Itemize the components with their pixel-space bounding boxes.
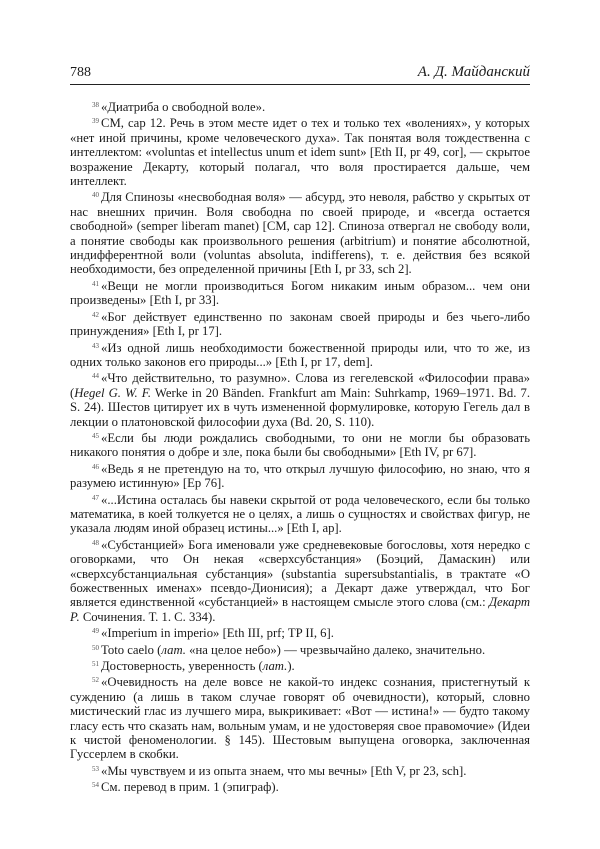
footnote-number: 46 xyxy=(92,462,99,471)
footnote xyxy=(70,778,530,794)
footnote-text: ). xyxy=(287,659,295,674)
footnote xyxy=(70,491,530,536)
footnote-text: Для Спинозы «несвободная воля» — абсурд, это неволя, рабство у скрытых от нас внешних причин. Воля свободна по своей природе, и «всегда остается свободной» (semper liberam manet) [CM, cap 12]. Спиноза отвергал не свободу воли, а понятие свободы как произвольного решения (arbitrium) и понятие абсолютной, индифферентной воли (voluntas absoluta, indifferens), т. е. действия без всякой необходимости, без определенной причины [Eth I, pr 33, sch 2]. xyxy=(70,190,530,277)
footnote xyxy=(70,536,530,624)
footnote-number: 47 xyxy=(92,493,99,502)
footnote xyxy=(70,98,530,114)
footnote-text: «...Истина осталась бы навеки скрытой от рода человеческого, если бы только математика, в коей толкуется не о целях, а лишь о сущностях и свойствах фигур, не указала людям иной образец истины...» [Eth I, ap]. xyxy=(70,492,530,536)
footnote xyxy=(70,641,530,657)
footnote-italic-text: Hegel G. W. F. xyxy=(74,385,152,400)
footnote xyxy=(70,308,530,339)
footnote-number: 51 xyxy=(92,660,99,669)
footnote-italic-text: Декарт Р. xyxy=(70,595,530,624)
footnote-number: 49 xyxy=(92,627,99,636)
footnote-number: 54 xyxy=(92,781,99,790)
footnote-text: «Бог действует единственно по законам своей природы и без чьего-либо принуждения» [Eth I, pr 17]. xyxy=(70,309,530,339)
footnote-number: 43 xyxy=(92,341,99,350)
footnote xyxy=(70,277,530,308)
footnote xyxy=(70,460,530,491)
footnote-text: «Ведь я не претендую на то, что открыл лучшую философию, но знаю, что я разумею истинную» [Ep 76]. xyxy=(70,461,530,491)
footnote-text: «Что действительно, то разумно». Слова из гегелевской «Философии права» ( xyxy=(70,371,530,400)
footnote-number: 44 xyxy=(92,372,99,381)
footnote xyxy=(70,673,530,761)
footnote-number: 45 xyxy=(92,431,99,440)
footnotes-list xyxy=(70,98,530,795)
footnote-italic-text: лат. xyxy=(262,659,288,674)
footnote-italic-text: лат. xyxy=(161,642,186,657)
footnote xyxy=(70,369,530,429)
footnote-number: 39 xyxy=(92,117,99,126)
footnote-number: 48 xyxy=(92,538,99,547)
page-number: 788 xyxy=(70,65,91,80)
footnote-text: «Мы чувствуем и из опыта знаем, что мы вечны» [Eth V, pr 23, sch]. xyxy=(101,763,467,778)
footnote-text: «Imperium in imperio» [Eth III, prf; TP II, 6]. xyxy=(101,626,334,641)
running-header xyxy=(70,64,530,85)
footnote-number: 53 xyxy=(92,764,99,773)
footnote xyxy=(70,429,530,460)
footnote-text: «Диатриба о свободной воле». xyxy=(101,100,266,114)
footnote-text: «Очевидность на деле вовсе не какой-то индекс сознания, пристегнутый к суждению (а лишь в таком случае говорят об очевидности), который, словно мистический глас из лучшего мира, выкрикивает: «Вот — истина!» — будто такому гласу есть что сказать нам, вольным умам, и не удостоверяя свое правомочие» (Идеи к чистой феноменологии. § 145). Шестовым выпущена оговорка, заключенная Гуссерлем в скобки. xyxy=(70,675,530,762)
footnote-text: Werke in 20 Bänden. Frankfurt am Main: Suhrkamp, 1969–1971. Bd. 7. S. 24). Шестов цитирует их в чуть измененной формулировке, которую Гегель дал в лекции о платоновской философии духа (Bd. 20, S. 110). xyxy=(70,385,530,429)
running-head-author: А. Д. Майданский xyxy=(417,64,530,80)
footnote-text: Достоверность, уверенность ( xyxy=(101,659,263,674)
footnote xyxy=(70,762,530,778)
footnote-number: 41 xyxy=(92,279,99,288)
footnote xyxy=(70,114,530,188)
footnote-number: 40 xyxy=(92,191,99,200)
footnote-text: «на целое небо») — чрезвычайно далеко, значительно. xyxy=(185,642,486,657)
footnote xyxy=(70,339,530,370)
footnote-text: См. перевод в прим. 1 (эпиграф). xyxy=(101,780,279,795)
footnote xyxy=(70,188,530,276)
footnote-text: Toto caelo ( xyxy=(101,642,162,657)
footnote xyxy=(70,657,530,673)
footnote-text: «Из одной лишь необходимости божественной природы или, что то же, из одних только законов его природы...» [Eth I, pr 17, dem]. xyxy=(70,340,530,369)
footnote-number: 42 xyxy=(92,310,99,319)
footnote-number: 52 xyxy=(92,676,99,685)
footnote xyxy=(70,624,530,640)
footnote-text: CM, cap 12. Речь в этом месте идет о тех и только тех «волениях», у которых «нет иной причины, кроме человеческого духа». Так понятая воля тождественна с интеллектом: «voluntas et intellectus unum et idem sunt» [Eth II, pr 49, cor], — скрытое возражение Декарту, который полагал, что воля простирается дальше, чем интеллект. xyxy=(70,116,530,189)
footnote-text: «Вещи не могли производиться Богом никаким иным образом... чем они произведены» [Eth I, pr 33]. xyxy=(70,278,530,308)
footnote-number: 50 xyxy=(92,643,99,652)
footnote-text: «Субстанцией» Бога именовали уже средневековые богословы, хотя нередко с оговорками, что Он некая «сверхсубстанция» (Боэций, Дамаскин) или «сверхсубстанциальная субстанция» (substantia supersubstantialis, в трактате «О божественных именах» псевдо-Дионисия); а Декарт даже утверждал, что Бог является единственной «субстанцией» в настоящем смысле этого слова (см.: xyxy=(70,537,530,610)
footnote-text: Сочинения. Т. 1. С. 334). xyxy=(79,609,216,624)
footnote-number: 38 xyxy=(92,101,99,109)
footnote-text: «Если бы люди рождались свободными, то они не могли бы образовать никакого понятия о добре и зле, пока были бы свободными» [Eth IV, pr 67]. xyxy=(70,430,530,460)
